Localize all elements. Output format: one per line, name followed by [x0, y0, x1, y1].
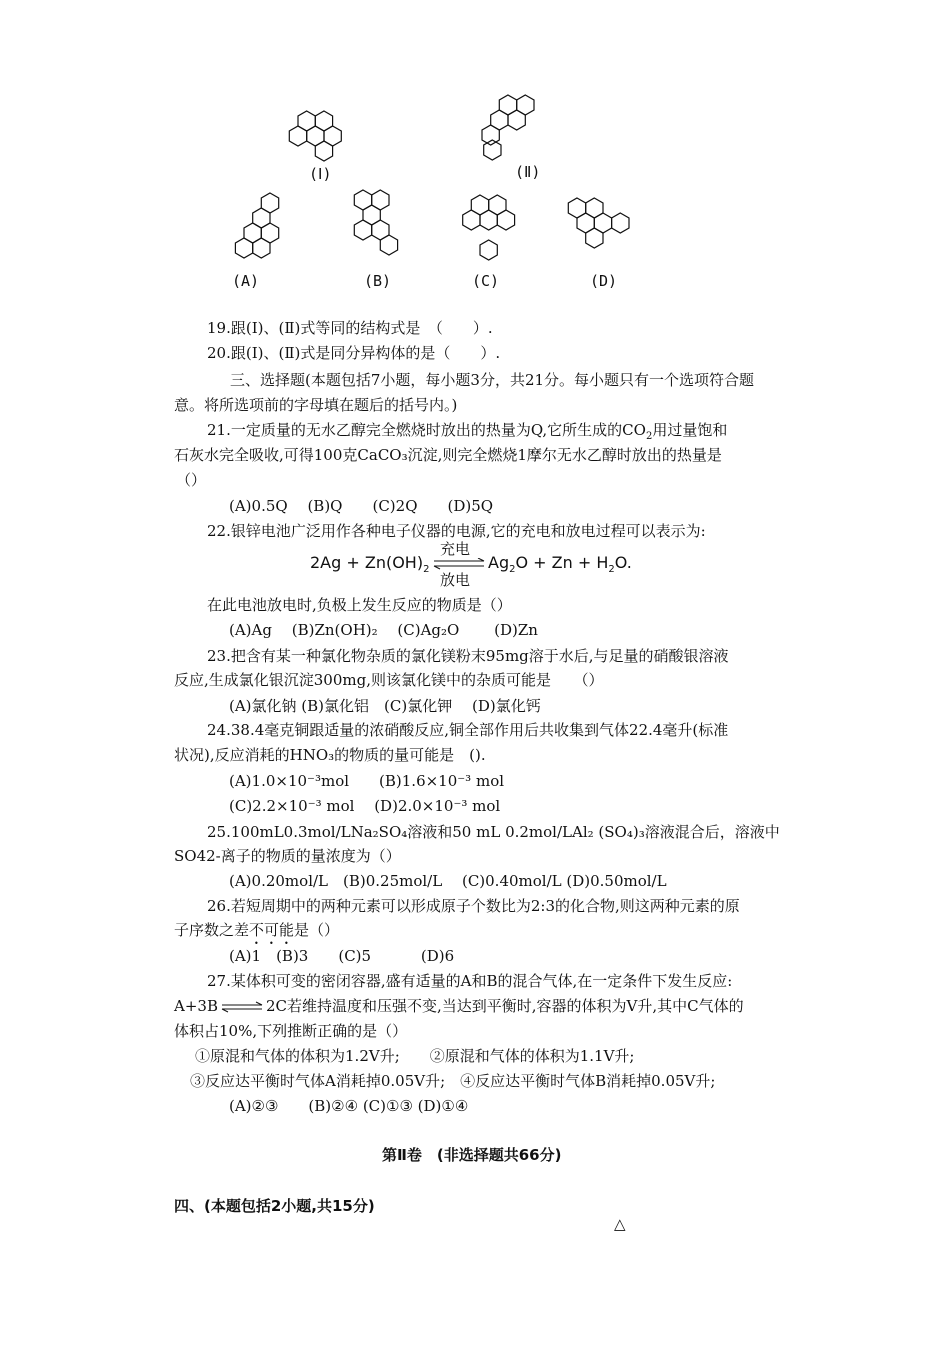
question-22-options: (A)Ag (B)Zn(OH)₂ (C)Ag₂O (D)Zn: [229, 621, 538, 639]
question-25-line1: 25.100mL0.3mol/LNa₂SO₄溶液和50 mL 0.2mol/LAl₂ (SO₄)₃溶液混合后，溶液中: [207, 823, 780, 841]
benzene-ring: [497, 210, 514, 230]
triangle-symbol: △: [614, 1215, 626, 1233]
question-24-options-1: (A)1.0×10⁻³mol (B)1.6×10⁻³ mol: [229, 772, 505, 790]
part-2-title: 第Ⅱ卷 (非选择题共66分): [382, 1146, 562, 1164]
label-D: (D): [590, 272, 618, 290]
section-4-heading: 四、(本题包括2小题,共15分): [174, 1197, 375, 1215]
label-I: (Ⅰ): [309, 165, 332, 183]
question-20: 20.跟(Ⅰ)、(Ⅱ)式是同分异构体的是（ ）.: [207, 344, 501, 362]
battery-equation: $2Ag + Zn(OH)_2$ 充电 放电 $Ag_2O + Zn + H_2O$.: [310, 540, 632, 589]
question-23-line1: 23.把含有某一种氯化物杂质的氯化镁粉末95mg溶于水后,与足量的硝酸银溶液: [207, 647, 729, 665]
question-19: 19.跟(Ⅰ)、(Ⅱ)式等同的结构式是 （ ）.: [207, 319, 493, 337]
question-25-options: (A)0.20mol/L (B)0.25mol/L (C)0.40mol/L (D)0.50mol/L: [229, 872, 667, 890]
question-26-line2: 子序数之差不可能是（）: [174, 921, 340, 939]
equilibrium-arrow: [220, 1001, 264, 1013]
benzene-ring: [463, 210, 480, 230]
benzene-ring: [380, 235, 397, 255]
benzene-ring: [354, 220, 371, 240]
label-II: (Ⅱ): [515, 163, 541, 181]
question-24-line2: 状况),反应消耗的HNO₃的物质的量可能是 ().: [174, 746, 486, 764]
emphasis-not-possible: 不可能: [249, 921, 295, 939]
question-24-line1: 24.38.4毫克铜跟适量的浓硝酸反应,铜全部作用后共收集到气体22.4毫升(标准: [207, 721, 729, 739]
eq-charge-label: 充电: [440, 540, 471, 558]
question-24-options-2: (C)2.2×10⁻³ mol (D)2.0×10⁻³ mol: [229, 797, 501, 815]
label-A: (A): [232, 272, 260, 290]
label-B: (B): [364, 272, 392, 290]
label-C: (C): [472, 272, 500, 290]
benzene-ring: [480, 240, 497, 260]
benzene-ring: [586, 228, 603, 248]
section-3-heading: 三、选择题(本题包括7小题，每小题3分，共21分。每小题只有一个选项符合题: [230, 371, 755, 389]
question-23-line2: 反应,生成氯化银沉淀300mg,则该氯化镁中的杂质可能是 （）: [174, 671, 604, 689]
structure-B: [348, 185, 408, 265]
structure-II: [478, 90, 548, 165]
structure-A: [225, 188, 295, 268]
question-25-line2: SO42-离子的物质的量浓度为（）: [174, 847, 401, 865]
structure-D: [565, 193, 645, 253]
section-3-heading-cont: 意。将所选项前的字母填在题后的括号内。): [174, 396, 458, 414]
question-22-line2: 在此电池放电时,负极上发生反应的物质是（）: [207, 596, 512, 614]
eq-discharge-label: 放电: [440, 571, 471, 589]
question-26-line1: 26.若短周期中的两种元素可以形成原子个数比为2:3的化合物,则这两种元素的原: [207, 897, 740, 915]
question-21-blank: （）: [176, 471, 207, 489]
question-27-options: (A)②③ (B)②④ (C)①③ (D)①④: [229, 1097, 469, 1115]
question-27-line3: 体积占10%,下列推断正确的是（）: [174, 1022, 408, 1040]
benzene-ring: [298, 111, 315, 131]
question-22-line1: 22.银锌电池广泛用作各种电子仪器的电源,它的充电和放电过程可以表示为:: [207, 522, 706, 540]
question-27-statement-2: ③反应达平衡时气体A消耗掉0.05V升; ④反应达平衡时气体B消耗掉0.05V升;: [190, 1072, 716, 1090]
question-21-line1: 21.一定质量的无水乙醇完全燃烧时放出的热量为Q,它所生成的$CO_2$用过量饱和: [207, 421, 728, 442]
benzene-ring: [315, 141, 332, 161]
question-26-options: (A)1 (B)3 (C)5 (D)6: [229, 947, 455, 965]
benzene-ring: [612, 213, 629, 233]
structure-C: [455, 193, 525, 258]
question-23-options: (A)氯化钠 (B)氯化铝 (C)氯化钾 (D)氯化钙: [229, 697, 541, 715]
question-27-line1: 27.某体积可变的密闭容器,盛有适量的A和B的混合气体,在一定条件下发生反应:: [207, 972, 733, 990]
question-27-statement-1: ①原混和气体的体积为1.2V升; ②原混和气体的体积为1.1V升;: [195, 1047, 635, 1065]
benzene-ring: [484, 140, 501, 160]
benzene-ring: [235, 238, 252, 258]
structure-I: [285, 98, 355, 168]
benzene-ring: [508, 110, 525, 130]
question-21-line2: 石灰水完全吸收,可得100克CaCO₃沉淀,则完全燃烧1摩尔无水乙醇时放出的热量是: [174, 446, 722, 464]
benzene-ring: [480, 210, 497, 230]
question-21-options: (A)0.5Q (B)Q (C)2Q (D)5Q: [229, 497, 494, 515]
question-27-line2: A+3B 2C若维持温度和压强不变,当达到平衡时,容器的体积为V升,其中C气体的: [174, 997, 744, 1015]
benzene-ring: [253, 238, 270, 258]
